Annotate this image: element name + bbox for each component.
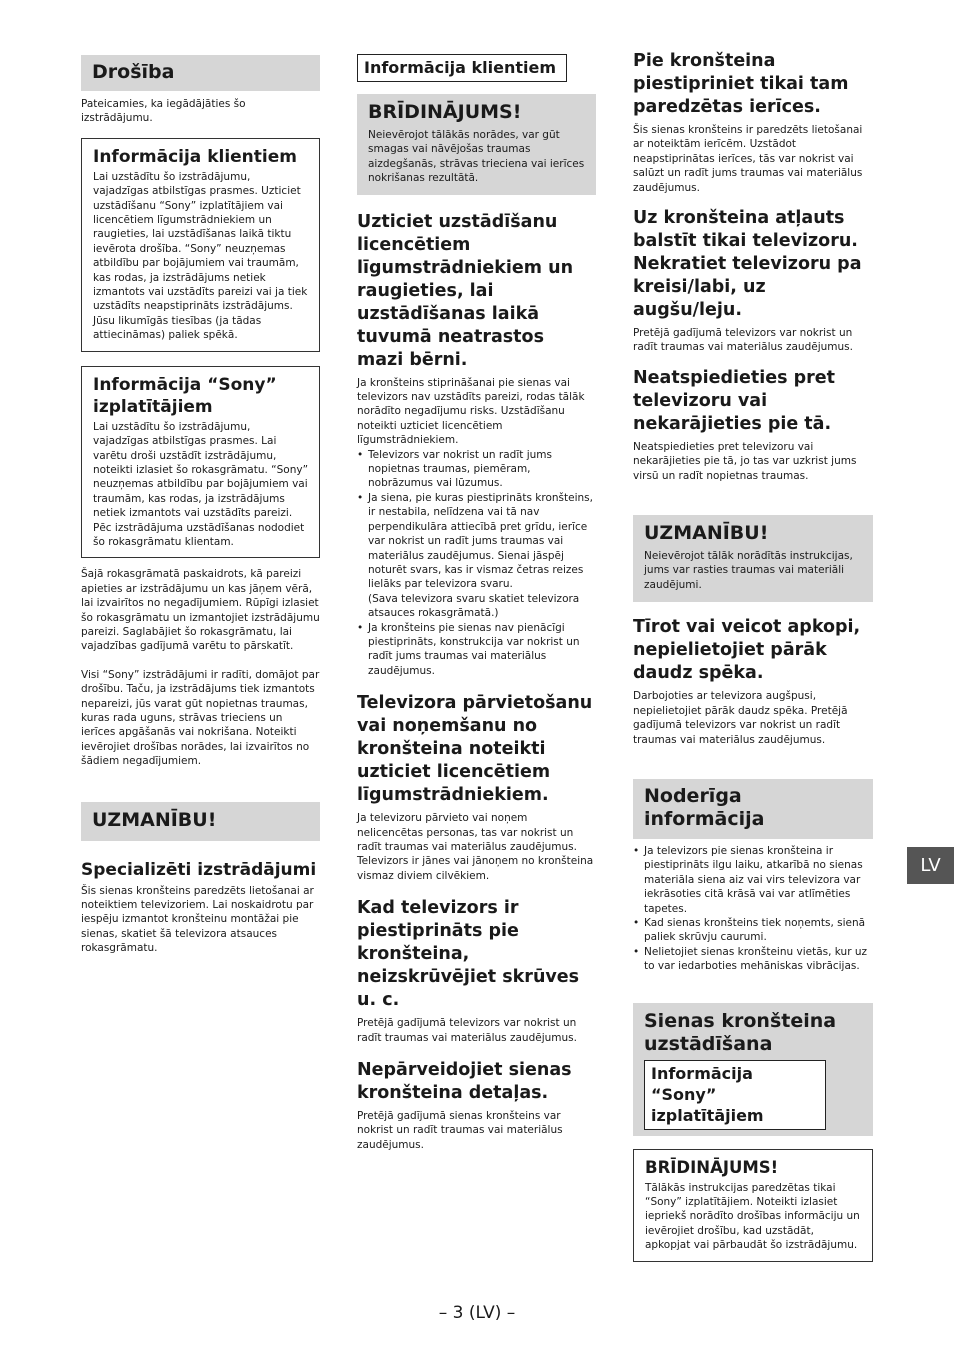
dealer-warning-text: Tālākās instrukcijas paredzētas tikai “Sony” izplatītājiem. Noteikti izlasiet iepriekš norādīto drošības informāciju un ievērojiet drošību, kad uzstādāt, apkopjat vai pārbaudāt šo izstrādājumu. <box>645 1181 860 1252</box>
dealer-info-text: Lai uzstādītu šo izstrādājumu, vajadzīgas atbilstīgas prasmes. Lai varētu droši uzstādīt izstrādājumu, noteikti izlasiet šo rokasgrāmatu. “Sony” neuzņemas atbildību par bojājumiem vai traumām, kas rodas, ja izstrādājums netiek izmantots vai uzstādīts pareizi. Pēc izstrādājuma uzstādīšanas nododiet šo rokasgrāmatu klientam. <box>93 420 309 548</box>
list-item: • Ja kronšteins pie sienas nav pienācīgi piestiprināts, konstrukcija var nokrist un radīt jums traumas vai materiālus zaudējumus. <box>357 621 596 679</box>
heading-cleaning: Tīrot vai veicot apkopi, nepielietojiet pārāk daudz spēka. <box>633 617 861 684</box>
manual-paragraph: Šajā rokasgrāmatā paskaidrots, kā pareizi apieties ar izstrādājumu un kas jāņem vērā, lai izvairītos no negadījumiem. Rūpīgi izlasiet šo rokasgrāmatu un izmantojiet izstrādājumu pareizi. Saglabājiet šo rokasgrāmatu, lai vajadzības gadījumā varētu to pārskatīt. <box>81 568 320 653</box>
warning-title: BRĪDINĀJUMS! <box>368 101 522 123</box>
page-number: – 3 (LV) – <box>438 1303 516 1323</box>
safety-paragraph: Visi “Sony” izstrādājumi ir radīti, domājot par drošību. Taču, ja izstrādājums tiek izmantots nepareizi, jūs varat gūt nopietnas traumas, kuras rada uguns, strāvas trieciens un ierīces apgāšanās vai nokrišana. Noteikti ievērojiet drošības norādes, lai izvairītos no šādiem negadījumiem. <box>81 668 320 768</box>
specialized-products-heading: Specializēti izstrādājumi <box>81 859 317 880</box>
no-modify-text: Pretējā gadījumā sienas kronšteins var nokrist un radīt traumas vai materiālus zaudējumus. <box>357 1110 563 1151</box>
useful-info-list <box>633 844 873 974</box>
tv-only-text: Pretējā gadījumā televizors var nokrist un radīt traumas vai materiālus zaudējumus. <box>633 327 853 354</box>
list-item: • Kad sienas kronšteins tiek noņemts, sienā paliek skrūvju caurumi. <box>633 916 873 945</box>
heading-licensed-installers: Uzticiet uzstādīšanu licencētiem līgumstrādniekiem un raugieties, lai uzstādīšanas laikā tuvumā neatrastos mazi bērni. <box>357 211 574 370</box>
warning-box <box>357 94 596 195</box>
section-title-drosiba: Drošība <box>81 55 320 91</box>
customer-info-text: Lai uzstādītu šo izstrādājumu, vajadzīgas atbilstīgas prasmes. Uzticiet uzstādīšanu “Sony” izplatītājiem vai licencētiem līgumstrādniekiem un raugieties, lai uzstādīšanas laikā tiktu ievērota drošība. “Sony” neuzņemas atbildību par bojājumiem vai traumām, kas rodas, ja izstrādājums netiek izmantots vai uzstādīts pareizi vai ja tiek uzstādīts neapstiprināts izstrādājums. Jūsu likumīgās tiesības (ja tādas attiecināmas) paliek spēkā. <box>93 170 308 342</box>
warning-text: Neievērojot tālākās norādes, var gūt smagas vai nāvējošas traumas aizdegšanās, strāvas trieciena vai ierīces nokrišanas rezultātā. <box>368 129 585 185</box>
column-3 <box>633 50 873 1262</box>
no-leaning-text: Neatspiedieties pret televizoru vai nekarājieties pie tā, jo tas var uzkrist jums virsū un radīt nopietnas traumas. <box>633 440 857 482</box>
customer-info-title: Informācija klientiem <box>93 146 297 167</box>
licensed-installers-text: Ja kronšteins stiprināšanai pie sienas vai televizors nav uzstādīts pareizi, rodas tālāk norādīto negadījumu risks. Uzstādīšanu noteikti uzticiet licencētiem līgumstrādniekiem. <box>357 376 585 447</box>
list-item: (Sava televizora svaru skatiet televizora atsauces rokasgrāmatā.) <box>368 592 580 620</box>
section-title-noderiga: Noderīga informācija <box>633 779 873 839</box>
section-title-install: Sienas kronšteina uzstādīšana <box>644 1009 837 1055</box>
list-item: • Nelietojiet sienas kronšteinu vietās, kur uz to var iedarboties mehāniskas vibrācijas. <box>633 945 873 974</box>
heading-no-modify: Nepārveidojiet sienas kronšteina detaļas. <box>357 1060 572 1103</box>
customer-info-tag: Informācija klientiem <box>357 54 567 82</box>
heading-moving-tv: Televizora pārvietošanu vai noņemšanu no kronšteina noteikti uzticiet licencētiem līgumstrādniekiem. <box>357 693 593 806</box>
heading-tv-only: Uz kronšteina atļauts balstīt tikai televizoru. Nekratiet televizoru pa kreisi/labi, uz augšu/leju. <box>633 208 862 321</box>
heading-no-leaning: Neatspiedieties pret televizoru vai nekarājieties pie tā. <box>633 367 836 434</box>
screws-text: Pretējā gadījumā televizors var nokrist un radīt traumas vai materiālus zaudējumus. <box>357 1017 577 1044</box>
dealer-warning-box <box>633 1149 873 1262</box>
caution-box <box>633 515 873 602</box>
intro-text: Pateicamies, ka iegādājāties šo izstrādājumu. <box>81 98 246 125</box>
risk-list <box>357 448 596 679</box>
section-install <box>633 1003 873 1136</box>
column-1 <box>81 50 320 956</box>
dealer-warning-title: BRĪDINĀJUMS! <box>645 1157 779 1177</box>
heading-intended-devices: Pie kronšteina piestipriniet tikai tam paredzētas ierīces. <box>633 51 849 117</box>
list-item: • Ja televizors pie sienas kronšteina ir piestiprināts ilgu laiku, atkarībā no sienas materiāla siena aiz vai virs televizora var iekrāsoties citā krāsā vai var atlīmēties tapetes. <box>633 844 873 916</box>
caution-title: UZMANĪBU! <box>644 522 769 545</box>
list-item: • Ja siena, pie kuras piestiprināts kronšteins, ir nestabila, nelīdzena vai tā nav perpendikulāra attiecībā pret grīdu, ierīce var nokrist un radīt jums traumas vai materiālus zaudējumus. Sienai jāspēj noturēt svars, kas ir vismaz četras reizes lielāks par televizora svaru. <box>357 491 596 592</box>
customer-info-box <box>81 138 320 352</box>
intended-devices-text: Šis sienas kronšteins ir paredzēts lietošanai ar noteiktām ierīcēm. Uzstādot neapstiprinātas ierīces, tās var nokrist vai salūzt un radīt jums traumas vai materiālus zaudējumus. <box>633 124 863 194</box>
dealer-info-box <box>81 366 320 559</box>
language-tab: LV <box>907 847 954 884</box>
list-item: • Televizors var nokrist un radīt jums nopietnas traumas, piemēram, nobrāzumus vai lūzumus. <box>357 448 596 491</box>
cleaning-text: Darbojoties ar televizora augšpusi, nepielietojiet pārāk daudz spēka. Pretējā gadījumā televizors var nokrist un radīt traumas vai materiālus zaudējumus. <box>633 690 848 746</box>
dealer-info-tag: Informācija “Sony” izplatītājiem <box>644 1060 826 1130</box>
moving-tv-text: Ja televizoru pārvieto vai noņem nelicencētas personas, tas var nokrist un radīt traumas vai materiālus zaudējumus. Televizors ir jānes vai jānoņem no kronšteina vismaz diviem cilvēkiem. <box>357 812 594 882</box>
heading-screws: Kad televizors ir piestiprināts pie kronšteina, neizskrūvējiet skrūves u. c. <box>357 898 580 1011</box>
caution-text: Neievērojot tālāk norādītās instrukcijas, jums var rasties traumas vai materiāli zaudējumi. <box>644 550 853 591</box>
dealer-info-title: Informācija “Sony” izplatītājiem <box>93 374 277 417</box>
section-title-uzmanibu: UZMANĪBU! <box>81 802 320 841</box>
column-2 <box>357 50 596 1152</box>
specialized-products-text: Šis sienas kronšteins paredzēts lietošanai ar noteiktiem televizoriem. Lai noskaidrotu par iespēju izmantot kronšteinu montāžai pie sienas, skatiet šā televizora atsauces rokasgrāmatu. <box>81 884 314 955</box>
